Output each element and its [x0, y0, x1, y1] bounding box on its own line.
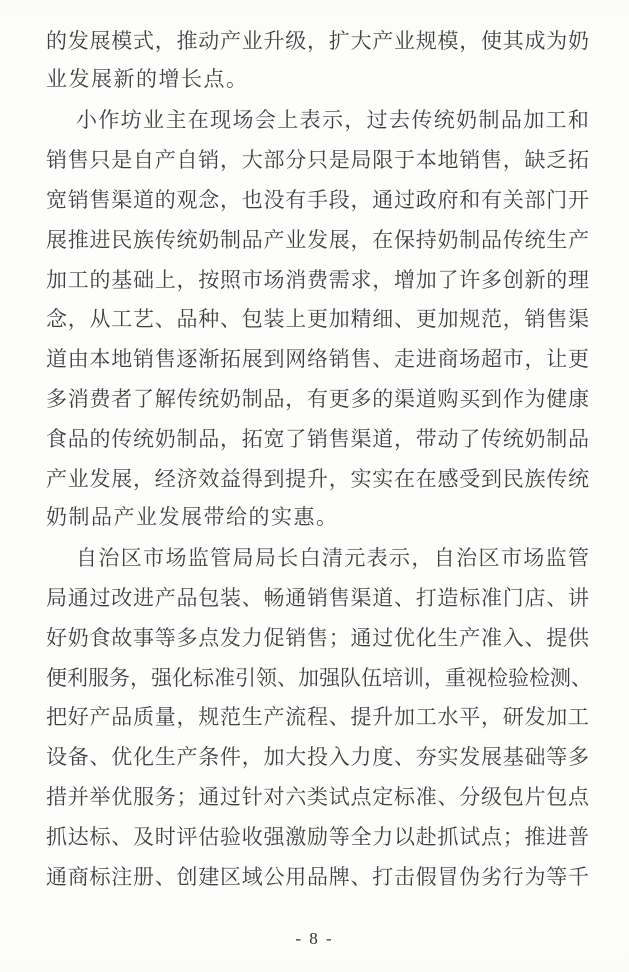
- text-line: 多 消 费 者 了 解 传 统 奶 制 品 ， 有 更 多 的 渠 道 购 买 到 作 为 健 康: [46, 387, 589, 412]
- text-line: 加 工 的 基 础 上 ， 按 照 市 场 消 费 需 求 ， 增 加 了 许 多 创 新 的 理: [46, 267, 589, 292]
- text-line: 把 好 产 品 质 量 ， 规 范 生 产 流 程 、 提 升 加 工 水 平 ， 研 发 加 工: [46, 705, 589, 730]
- text-line: 自 治 区 市 场 监 管 局 局 长 白 清 元 表 示 ， 自 治 区 市 场 监 管: [76, 546, 589, 571]
- text-line: 通 商 标 注 册 、 创 建 区 域 公 用 品 牌 、 打 击 假 冒 伪 劣 行 为 等 千: [46, 864, 589, 889]
- text-line: 小 作 坊 业 主 在 现 场 会 上 表 示 ， 过 去 传 统 奶 制 品 加 工 和: [76, 108, 589, 133]
- text-line: 措 并 举 优 服 务 ； 通 过 针 对 六 类 试 点 定 标 准 、 分 级 包 片 包 点: [46, 785, 589, 810]
- text-line: 的 发 展 模 式 ， 推 动 产 业 升 级 ， 扩 大 产 业 规 模 ， 使 其 成 为 奶: [46, 28, 589, 53]
- text-line: 宽 销 售 渠 道 的 观 念 ， 也 没 有 手 段 ， 通 过 政 府 和 有 关 部 门 开: [46, 188, 589, 213]
- text-line: 抓 达 标 、 及 时 评 估 验 收 强 激 励 等 全 力 以 赴 抓 试 点 ； 推 进 普: [46, 824, 589, 849]
- text-line: 局 通 过 改 进 产 品 包 装 、 畅 通 销 售 渠 道 、 打 造 标 准 门 店 、 讲: [46, 586, 589, 611]
- text-line: 设 备 、 优 化 生 产 条 件 ， 加 大 投 入 力 度 、 夯 实 发 展 基 础 等 多: [46, 745, 589, 770]
- text-line: 念 ， 从 工 艺 、 品 种 、 包 装 上 更 加 精 细 、 更 加 规 范 ， 销 售 渠: [46, 307, 589, 332]
- text-line: 销 售 只 是 自 产 自 销 ， 大 部 分 只 是 局 限 于 本 地 销 售 ， 缺 乏 拓: [46, 148, 589, 173]
- page-number: - 8 -: [295, 929, 334, 948]
- text-line: 展 推 进 民 族 传 统 奶 制 品 产 业 发 展 ， 在 保 持 奶 制 品 传 统 生 产: [46, 227, 589, 252]
- text-line: 道 由 本 地 销 售 逐 渐 拓 展 到 网 络 销 售 、 走 进 商 场 超 市 ， 让 更: [46, 347, 589, 372]
- text-line: 业发展新的增长点。: [46, 66, 249, 91]
- body-text: [46, 20, 592, 896]
- text-line: 好 奶 食 故 事 等 多 点 发 力 促 销 售 ； 通 过 优 化 生 产 准 入 、 提 供: [46, 625, 589, 650]
- text-line: 奶制品产业发展带给的实惠。: [46, 504, 339, 529]
- text-line: 食 品 的 传 统 奶 制 品 ， 拓 宽 了 销 售 渠 道 ， 带 动 了 传 统 奶 制 品: [46, 426, 589, 451]
- text-line: 便 利 服 务 ， 强 化 标 准 引 领 、 加 强 队 伍 培 训 ， 重 视 检 验 检 测 、: [46, 665, 592, 690]
- text-line: 产 业 发 展 ， 经 济 效 益 得 到 提 升 ， 实 实 在 在 感 受 到 民 族 传 统: [46, 466, 589, 491]
